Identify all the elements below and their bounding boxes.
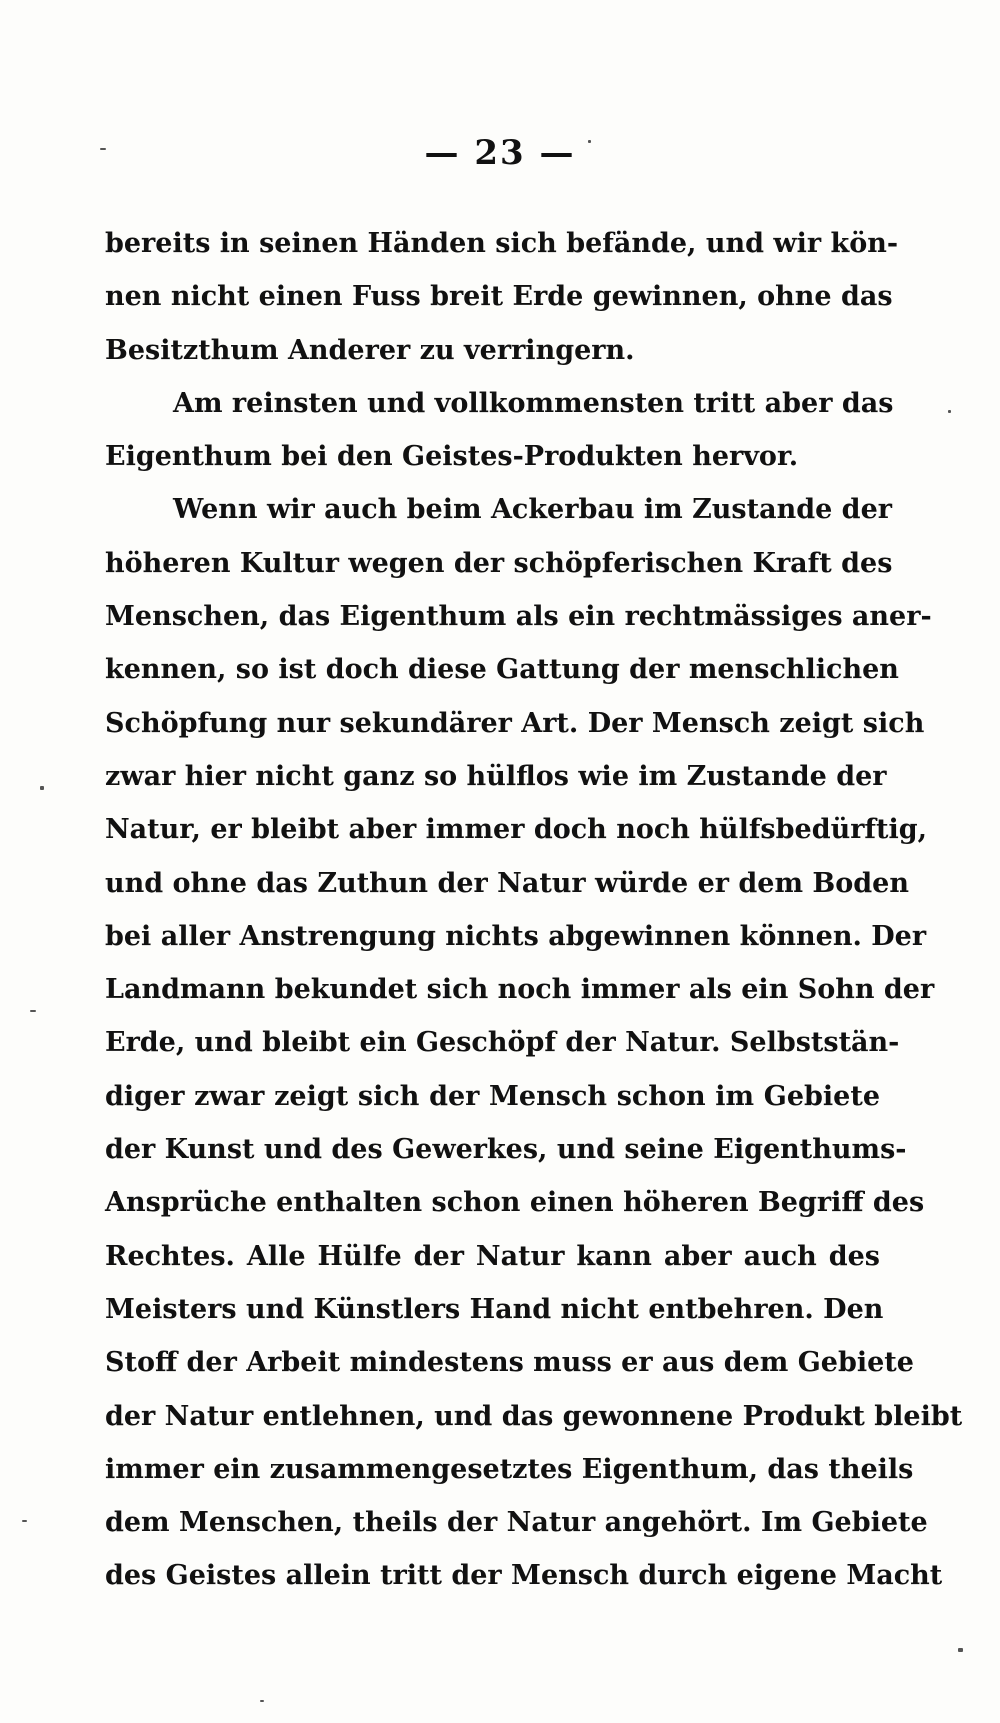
scan-speck bbox=[100, 148, 106, 150]
text-line: bei aller Anstrengung nichts abgewinnen können. Der bbox=[105, 920, 927, 952]
scan-speck bbox=[948, 410, 951, 413]
scan-speck bbox=[22, 1520, 27, 1522]
text-line: Ansprüche enthalten schon einen höheren Begriff des bbox=[105, 1187, 925, 1219]
text-line: nen nicht einen Fuss breit Erde gewinnen, ohne das bbox=[105, 281, 893, 313]
text-line: Eigenthum bei den Geistes-Produkten hervor. bbox=[105, 441, 799, 473]
scan-speck bbox=[40, 786, 44, 790]
scan-speck bbox=[958, 1648, 963, 1652]
text-line: bereits in seinen Händen sich befände, und wir kön- bbox=[105, 228, 899, 259]
text-line: Menschen, das Eigenthum als ein rechtmässiges aner- bbox=[105, 601, 932, 633]
text-line: dem Menschen, theils der Natur angehört. Im Gebiete bbox=[105, 1507, 928, 1539]
text-line: höheren Kultur wegen der schöpferischen Kraft des bbox=[105, 547, 893, 579]
page-number: — 23 — bbox=[424, 133, 576, 173]
text-line: der Natur entlehnen, und das gewonnene Produkt bleibt bbox=[105, 1400, 963, 1432]
text-line: Erde, und bleibt ein Geschöpf der Natur. Selbststän- bbox=[105, 1027, 900, 1059]
scan-speck bbox=[30, 1010, 36, 1012]
text-line: Schöpfung nur sekundärer Art. Der Mensch zeigt sich bbox=[105, 707, 925, 739]
text-line: und ohne das Zuthun der Natur würde er dem Boden bbox=[105, 867, 909, 899]
scan-speck bbox=[588, 140, 591, 143]
text-line: Natur, er bleibt aber immer doch noch hülfsbedürftig, bbox=[105, 814, 928, 846]
text-line: kennen, so ist doch diese Gattung der menschlichen bbox=[105, 654, 899, 686]
text-line: zwar hier nicht ganz so hülflos wie im Zustande der bbox=[105, 760, 887, 792]
text-line: Am reinsten und vollkommensten tritt aber das bbox=[173, 387, 894, 419]
text-line: des Geistes allein tritt der Mensch durch eigene Macht bbox=[105, 1560, 943, 1592]
text-line: immer ein zusammengesetztes Eigenthum, das theils bbox=[105, 1453, 914, 1485]
text-line: Wenn wir auch beim Ackerbau im Zustande der bbox=[173, 494, 892, 526]
text-line: Stoff der Arbeit mindestens muss er aus dem Gebiete bbox=[105, 1347, 914, 1379]
text-line: Besitzthum Anderer zu verringern. bbox=[105, 334, 635, 366]
text-line: der Kunst und des Gewerkes, und seine Eigenthums- bbox=[105, 1134, 907, 1166]
text-line: Landmann bekundet sich noch immer als ein Sohn der bbox=[105, 974, 935, 1006]
text-line: Rechtes. Alle Hülfe der Natur kann aber auch des bbox=[105, 1240, 880, 1272]
scan-speck bbox=[260, 1700, 264, 1702]
text-line: Meisters und Künstlers Hand nicht entbehren. Den bbox=[105, 1293, 884, 1325]
body-text bbox=[105, 222, 963, 1608]
text-line: diger zwar zeigt sich der Mensch schon im Gebiete bbox=[105, 1080, 880, 1112]
